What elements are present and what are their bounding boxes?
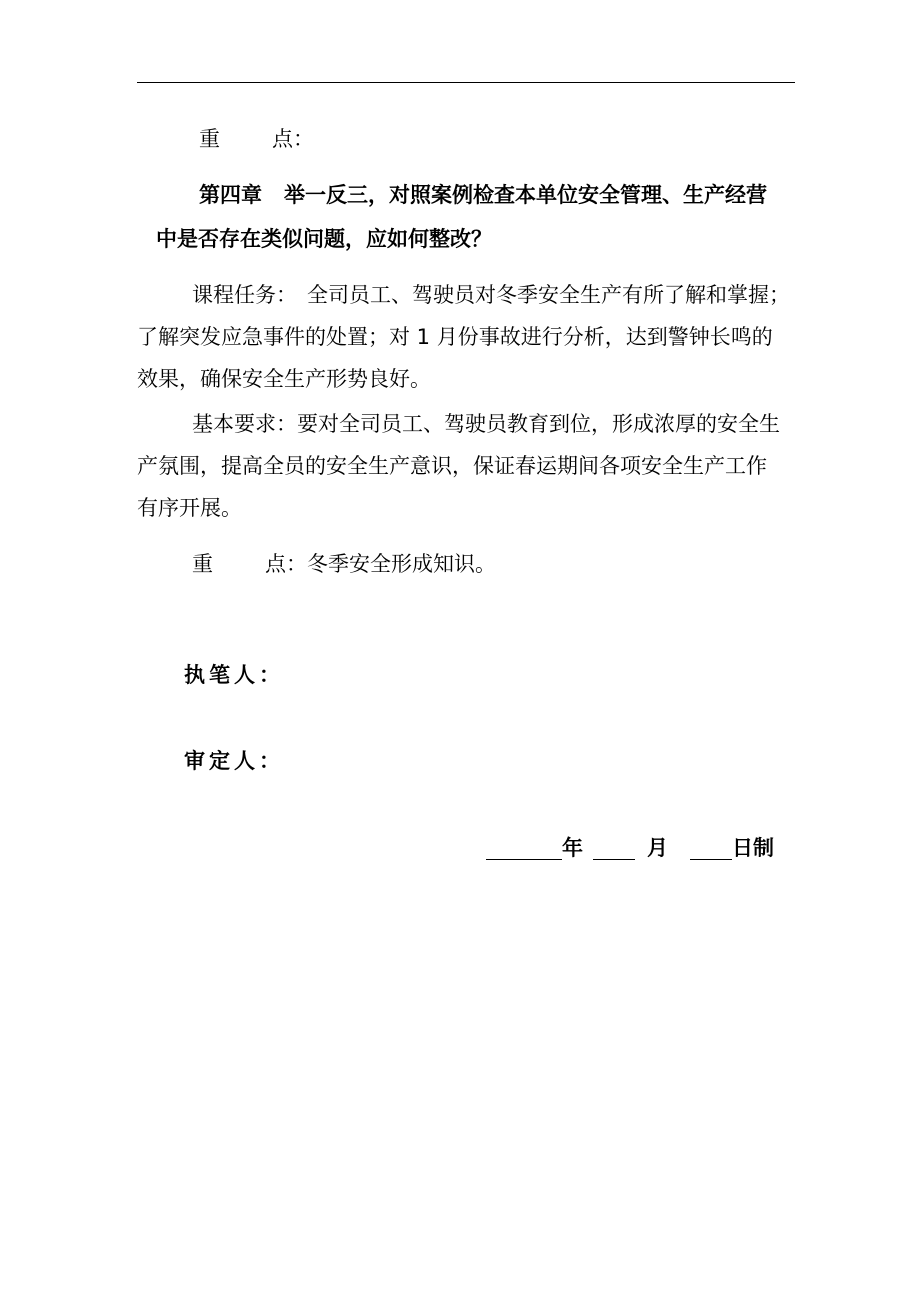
header-rule bbox=[137, 82, 795, 83]
month-blank bbox=[593, 837, 635, 860]
month-label: 月 bbox=[647, 836, 668, 860]
key-point-label-char1: 重 bbox=[199, 127, 220, 151]
second-key-point bbox=[192, 552, 496, 576]
basic-requirements-line2 bbox=[137, 454, 767, 478]
reviewer-label: 审定人： bbox=[184, 749, 284, 773]
course-task-line1 bbox=[192, 283, 790, 307]
key-point-content: ：冬季安全形成知识。 bbox=[286, 552, 496, 576]
year-label: 年 bbox=[562, 836, 583, 860]
basic-requirements-text-line3: 有序开展。 bbox=[137, 496, 242, 520]
key-point-label-char1-second: 重 bbox=[192, 552, 213, 576]
basic-requirements-text-line1: 基本要求：要对全司员工、驾驶员教育到位，形成浓厚的安全生 bbox=[192, 412, 780, 436]
course-task-line2 bbox=[137, 325, 773, 349]
basic-requirements-line3 bbox=[137, 496, 242, 520]
first-key-point bbox=[199, 127, 314, 151]
key-point-colon: ： bbox=[293, 127, 314, 151]
day-label: 日制 bbox=[732, 836, 774, 860]
year-blank bbox=[486, 837, 562, 860]
writer-line bbox=[184, 663, 284, 687]
day-blank bbox=[690, 837, 732, 860]
writer-label: 执笔人： bbox=[184, 663, 284, 687]
date-line bbox=[486, 836, 774, 860]
key-point-label-char2-second: 点 bbox=[265, 552, 286, 576]
course-task-line3 bbox=[137, 367, 431, 391]
key-point-label-char2: 点 bbox=[272, 127, 293, 151]
course-task-label: 课程任务： bbox=[192, 283, 297, 307]
course-task-text-line2: 了解突发应急事件的处置；对 1 月份事故进行分析，达到警钟长鸣的 bbox=[137, 325, 773, 349]
basic-requirements-text-line2: 产氛围，提高全员的安全生产意识，保证春运期间各项安全生产工作 bbox=[137, 454, 767, 478]
chapter-heading-line2 bbox=[156, 227, 492, 251]
chapter-title-line2: 中是否存在类似问题，应如何整改？ bbox=[156, 227, 492, 251]
basic-requirements-line1 bbox=[192, 412, 780, 436]
reviewer-line bbox=[184, 749, 284, 773]
course-task-text-line1: 全司员工、驾驶员对冬季安全生产有所了解和掌握； bbox=[307, 283, 790, 307]
chapter-heading-line1 bbox=[199, 183, 767, 207]
course-task-text-line3: 效果，确保安全生产形势良好。 bbox=[137, 367, 431, 391]
chapter-title-line1: 举一反三，对照案例检查本单位安全管理、生产经营 bbox=[284, 183, 767, 207]
chapter-number: 第四章 bbox=[199, 183, 262, 207]
